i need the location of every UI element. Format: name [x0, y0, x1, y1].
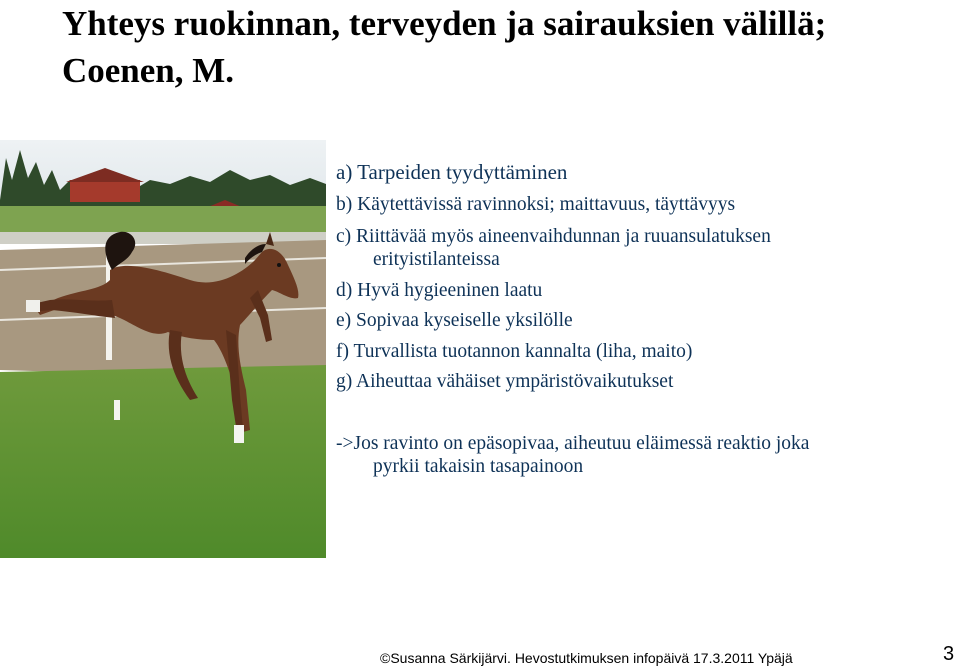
footer-credit: ©Susanna Särkijärvi. Hevostutkimuksen infopäivä 17.3.2011 Ypäjä [380, 650, 793, 666]
slide-title [62, 0, 952, 94]
foal-photo-illustration [0, 140, 326, 558]
list-item-c-continuation: erityistilanteissa [373, 249, 500, 270]
conclusion-line-2: pyrkii takaisin tasapainoon [373, 456, 584, 477]
page-number: 3 [943, 643, 955, 665]
list-item-c: c) Riittävää myös aineenvaihdunnan ja ruuansulatuksen [336, 226, 771, 247]
list-item-g: g) Aiheuttaa vähäiset ympäristövaikutukset [336, 371, 674, 392]
list-item-e: e) Sopivaa kyseiselle yksilölle [336, 310, 573, 331]
slide-title-line-2: Coenen, M. [62, 51, 235, 90]
list-item-f: f) Turvallista tuotannon kannalta (liha, maito) [336, 341, 693, 362]
list-item-d: d) Hyvä hygieeninen laatu [336, 280, 543, 301]
foal-photo [0, 140, 326, 558]
list-item-b: b) Käytettävissä ravinnoksi; maittavuus, täyttävyys [336, 194, 736, 215]
conclusion-line-1: ->Jos ravinto on epäsopivaa, aiheutuu eläimessä reaktio joka [336, 433, 810, 454]
list-item-a: a) Tarpeiden tyydyttäminen [336, 160, 568, 184]
slide-title-line-1: Yhteys ruokinnan, terveyden ja sairauksien välillä; [62, 4, 827, 43]
